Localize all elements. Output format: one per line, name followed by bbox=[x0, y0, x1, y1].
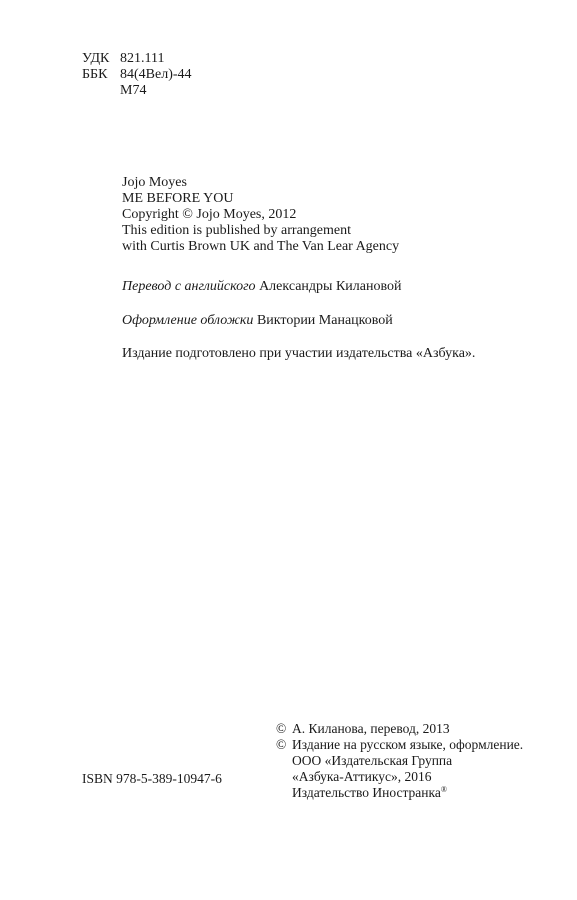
original-author: Jojo Moyes bbox=[122, 175, 187, 190]
translation-role: Перевод с английского bbox=[122, 279, 256, 294]
bbk-row bbox=[82, 67, 192, 83]
udk-label: УДК bbox=[82, 51, 110, 66]
copyright-notices bbox=[276, 721, 523, 801]
copyright-line-3: ООО «Издательская Группа bbox=[292, 753, 453, 768]
copyright-row-5 bbox=[276, 785, 523, 801]
cover-name: Виктории Манацковой bbox=[256, 313, 393, 328]
cover-role: Оформление обложки bbox=[122, 313, 254, 328]
copyright-line-1: А. Киланова, перевод, 2013 bbox=[292, 721, 450, 736]
bbk-code: 84(4Вел)-44 bbox=[120, 67, 192, 82]
isbn: ISBN 978-5-389-10947-6 bbox=[82, 771, 222, 786]
cover-design-credit bbox=[122, 313, 393, 329]
library-classification bbox=[82, 51, 192, 99]
copyright-row-4 bbox=[276, 769, 523, 785]
copyright-line-5: Издательство Иностранка bbox=[292, 785, 441, 800]
translation-credit bbox=[122, 279, 401, 295]
copyright-symbol: © bbox=[276, 721, 287, 736]
copyright-row-1 bbox=[276, 721, 523, 737]
edition-line-1: This edition is published by arrangement bbox=[122, 223, 352, 238]
copyright-row-3 bbox=[276, 753, 523, 769]
copyright-line-2: Издание на русском языке, оформление. bbox=[292, 737, 524, 752]
original-copyright: Copyright © Jojo Moyes, 2012 bbox=[122, 207, 297, 222]
prepared-note: Издание подготовлено при участии издательства «Азбука». bbox=[122, 346, 476, 361]
original-edition-info bbox=[122, 175, 399, 255]
bbk-label: ББК bbox=[82, 67, 108, 82]
copyright-symbol: © bbox=[276, 737, 287, 752]
registered-mark: ® bbox=[440, 785, 447, 794]
copyright-row-2 bbox=[276, 737, 523, 753]
edition-line-2: with Curtis Brown UK and The Van Lear Agency bbox=[122, 239, 400, 254]
original-title: ME BEFORE YOU bbox=[122, 191, 234, 206]
author-mark-row bbox=[82, 83, 192, 99]
copyright-line-4: «Азбука-Аттикус», 2016 bbox=[292, 769, 432, 784]
translation-name: Александры Килановой bbox=[259, 279, 402, 294]
udk-code: 821.111 bbox=[120, 51, 165, 66]
author-mark: М74 bbox=[120, 83, 147, 98]
udk-row bbox=[82, 51, 192, 67]
